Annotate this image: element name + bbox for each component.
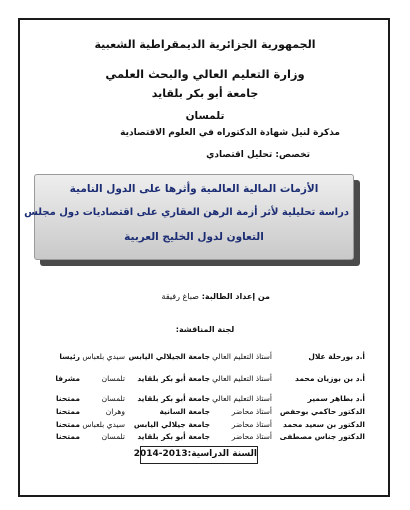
ministry-heading: وزارة التعليم العالي والبحث العلمي bbox=[105, 67, 305, 81]
member-role: ممتحنا bbox=[55, 420, 80, 429]
member-role: ممتحنا bbox=[55, 407, 80, 416]
title-line-3: التعاون لدول الخليج العربية bbox=[124, 231, 264, 243]
member-city: تلمسان bbox=[101, 394, 125, 403]
member-university: جامعة جيلالي اليابس bbox=[133, 420, 210, 429]
member-university: جامعة أبو بكر بلقايد bbox=[137, 394, 210, 403]
member-city: وهران bbox=[105, 407, 125, 416]
member-city: سيدي بلعباس bbox=[82, 420, 125, 429]
member-university: جامعة أبو بكر بلقايد bbox=[137, 374, 210, 383]
member-name: أ.د بورحلة علال bbox=[308, 352, 365, 361]
member-role: مشرفا bbox=[55, 374, 80, 383]
member-rank: أستاذ التعليم العالي bbox=[212, 374, 272, 383]
title-banner bbox=[24, 174, 354, 260]
member-rank: أستاذ محاضر bbox=[231, 432, 272, 441]
republic-heading: الجمهورية الجزائرية الديمقراطية الشعبية bbox=[94, 38, 316, 51]
member-city: تلمسان bbox=[101, 374, 125, 383]
member-rank: أستاذ محاضر bbox=[231, 407, 272, 416]
member-city: تلمسان bbox=[101, 432, 125, 441]
committee-row bbox=[0, 352, 410, 366]
committee-row bbox=[0, 374, 410, 388]
city-heading: تلمسان bbox=[185, 110, 225, 122]
committee-row bbox=[0, 432, 410, 446]
committee-row bbox=[0, 407, 410, 421]
member-university: جامعة أبو بكر بلقايد bbox=[137, 432, 210, 441]
member-rank: أستاذ التعليم العالي bbox=[212, 352, 272, 361]
title-line-2: دراسة تحليلية لأثر أزمة الرهن العقاري على اقتصاديات دول مجلس bbox=[24, 207, 349, 218]
committee-heading: لجنة المناقشة: bbox=[175, 325, 235, 334]
title-line-1: الأزمات المالية العالمية وأثرها على الدول النامية bbox=[69, 183, 319, 195]
member-role: رئيسا bbox=[59, 352, 80, 361]
member-university: جامعة السانية bbox=[159, 407, 210, 416]
committee-row bbox=[0, 394, 410, 408]
preparer-name: صباغ رفيقة bbox=[161, 292, 199, 301]
member-city: سيدي بلعباس bbox=[82, 352, 125, 361]
member-name: الدكتور جناس مصطفى bbox=[279, 432, 365, 441]
member-name: أ.د بطاهر سمير bbox=[307, 394, 365, 403]
member-role: ممتحنا bbox=[55, 394, 80, 403]
member-university: جامعة الجيلالي اليابس bbox=[128, 352, 210, 361]
specialty: تخصص: تحليل اقتصادي bbox=[206, 150, 310, 160]
thesis-type: مذكرة لنيل شهادة الدكتوراه في العلوم الاقتصادية bbox=[120, 128, 340, 138]
member-name: أ.د بن بوزيان محمد bbox=[295, 374, 365, 383]
preparer bbox=[162, 292, 270, 301]
member-name: الدكتور حاكمي بوحفص bbox=[279, 407, 365, 416]
member-role: ممتحنا bbox=[55, 432, 80, 441]
member-name: الدكتور بن سعيد محمد bbox=[283, 420, 365, 429]
preparer-label: من إعداد الطالبة: bbox=[201, 292, 270, 301]
academic-year: السنة الدراسية:2013-2014 bbox=[140, 446, 258, 464]
university-heading: جامعة أبو بكر بلقايد bbox=[151, 87, 259, 100]
member-rank: أستاذ محاضر bbox=[231, 420, 272, 429]
member-rank: أستاذ التعليم العالي bbox=[212, 394, 272, 403]
